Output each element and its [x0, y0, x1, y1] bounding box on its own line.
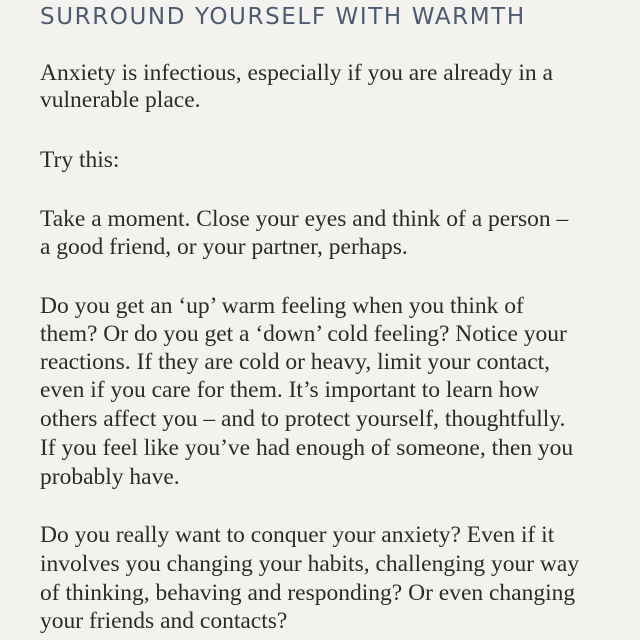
paragraph-5-line-4: your friends and contacts? — [40, 608, 288, 634]
paragraph-4-line-3: reactions. If they are cold or heavy, limit your contact, — [40, 349, 551, 375]
paragraph-4-line-1: Do you get an ‘up’ warm feeling when you think of — [40, 293, 524, 319]
paragraph-3-line-2: a good friend, or your partner, perhaps. — [40, 234, 408, 260]
paragraph-5-line-2: involves you changing your habits, challenging your way — [40, 551, 580, 577]
paragraph-1-line-1: Anxiety is infectious, especially if you are already in a — [40, 60, 553, 86]
section-heading: SURROUND YOURSELF WITH WARMTH — [40, 4, 526, 30]
paragraph-4-line-6: If you feel like you’ve had enough of someone, then you — [40, 435, 574, 461]
paragraph-4-line-2: them? Or do you get a ‘down’ cold feeling? Notice your — [40, 321, 567, 347]
paragraph-4-line-4: even if you care for them. It’s important to learn how — [40, 377, 540, 403]
paragraph-5-line-3: of thinking, behaving and responding? Or even changing — [40, 580, 576, 606]
paragraph-5-line-1: Do you really want to conquer your anxiety? Even if it — [40, 522, 555, 548]
paragraph-4-line-5: others affect you – and to protect yourself, thoughtfully. — [40, 406, 566, 432]
paragraph-2-line-1: Try this: — [40, 147, 120, 173]
paragraph-3-line-1: Take a moment. Close your eyes and think of a person – — [40, 206, 569, 232]
paragraph-4-line-7: probably have. — [40, 464, 180, 490]
paragraph-1-line-2: vulnerable place. — [40, 87, 201, 113]
